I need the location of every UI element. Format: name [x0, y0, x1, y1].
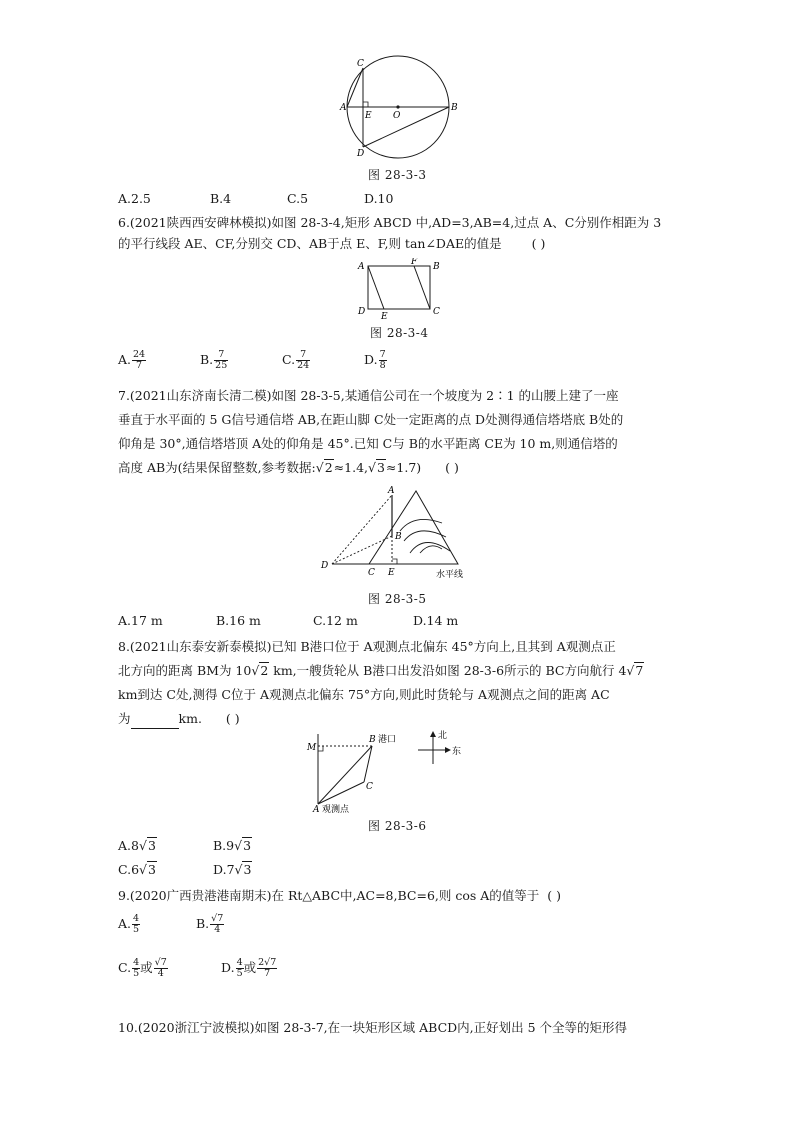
option-b: B. $\frac{√7}{4}$: [196, 913, 224, 935]
option-d: D. $\frac{7}{8}$: [364, 349, 386, 371]
label-d: D: [357, 149, 365, 159]
label-north: 北: [438, 731, 448, 741]
sight-line-db: [332, 536, 392, 564]
option-a: A.2.5: [118, 191, 151, 206]
question-6-text: 的平行线段 AE、CF,分别交 CD、AB于点 E、F,则 tan∠DAE的值是: [118, 236, 502, 251]
segment-cf: [414, 266, 430, 309]
question-7-line-4: 高度 AB为(结果保留整数,参考数据:√2≈1.4,√3≈1.7) ( ): [118, 460, 459, 475]
figure-28-3-3: [330, 52, 470, 166]
segment-bc: [364, 746, 372, 782]
contour-line-3: [410, 542, 450, 553]
answer-bracket: ( ): [531, 236, 546, 251]
label-e: E: [365, 111, 372, 121]
label-b: B: [451, 103, 458, 113]
option-c: C. $\frac{4}{5}$ 或 $\frac{√7}{4}$: [118, 957, 167, 979]
figure-28-3-4: [355, 258, 447, 322]
option-c: C.6√3: [118, 862, 156, 877]
question-8-line-1: 8.(2021山东泰安新泰模拟)已知 B港口位于 A观测点北偏东 45°方向上,且其到 A观测点正: [118, 639, 616, 654]
answer-blank: [131, 714, 179, 729]
answer-bracket: ( ): [225, 711, 240, 726]
figure-caption: 图 28-3-4: [370, 326, 429, 340]
option-b: B.9√3: [213, 838, 252, 853]
figure-28-3-5: [318, 485, 478, 580]
answer-bracket: ( ): [445, 460, 459, 475]
label-a: A: [388, 486, 395, 496]
right-angle-mark: [363, 102, 368, 107]
option-a: A.17 m: [118, 613, 163, 628]
label-d: D: [358, 307, 366, 317]
label-e: E: [381, 312, 388, 322]
center-dot: [396, 105, 399, 108]
rectangle-abcd: [368, 266, 430, 309]
question-6-line-2: [118, 234, 545, 254]
question-9-line-1: 9.(2020广西贵港港南期末)在 Rt△ABC中,AC=8,BC=6,则 cos A的值等于 ( ): [118, 888, 562, 903]
label-b: B: [433, 262, 440, 272]
figure-caption: 图 28-3-6: [368, 819, 427, 833]
figure-28-3-6: [300, 730, 500, 815]
label-horizontal: 水平线: [436, 570, 464, 580]
label-m: M: [307, 743, 317, 753]
question-7-line-2: 垂直于水平面的 5 G信号通信塔 AB,在距山脚 C处一定距离的点 D处测得通信塔塔底 B处的: [118, 412, 624, 427]
question-8-line-3: km到达 C处,测得 C位于 A观测点北偏东 75°方向,则此时货轮与 A观测点之间的距离 AC: [118, 687, 610, 702]
label-e: E: [388, 568, 395, 578]
east-arrow-icon: [445, 747, 451, 753]
label-a: A: [358, 262, 365, 272]
option-c: C.12 m: [313, 613, 358, 628]
option-d: D. $\frac{4}{5}$ 或 $\frac{2√7}{7}$: [221, 957, 277, 979]
question-10-line-1: 10.(2020浙江宁波模拟)如图 28-3-7,在一块矩形区域 ABCD内,正好划出 5 个全等的矩形得: [118, 1020, 628, 1035]
option-d: D.10: [364, 191, 394, 206]
option-c: C.5: [287, 191, 309, 206]
label-o: O: [393, 111, 401, 121]
segment-ac: [318, 782, 364, 804]
right-angle-mark: [392, 559, 397, 564]
label-a: A: [313, 805, 320, 815]
right-angle-mark: [318, 746, 323, 751]
mountain-triangle: [369, 491, 458, 564]
label-c: C: [366, 782, 373, 792]
option-b: B.4: [210, 191, 232, 206]
label-c: C: [357, 59, 364, 69]
question-6-line-1: 6.(2021陕西西安碑林模拟)如图 28-3-4,矩形 ABCD 中,AD=3,AB=4,过点 A、C分别作相距为 3: [118, 215, 662, 230]
option-a: A. $\frac{24}{7}$: [118, 349, 146, 371]
question-7-line-1: 7.(2021山东济南长清二模)如图 28-3-5,某通信公司在一个坡度为 2∶1 的山腰上建了一座: [118, 388, 619, 403]
option-c: C. $\frac{7}{24}$: [282, 349, 310, 371]
answer-bracket: ( ): [547, 888, 562, 903]
label-c: C: [368, 568, 375, 578]
segment-ab: [318, 746, 372, 804]
label-c: C: [433, 307, 440, 317]
sight-line-da: [332, 495, 392, 564]
north-arrow-icon: [430, 731, 436, 737]
question-7-line-3: 仰角是 30°,通信塔塔顶 A处的仰角是 45°.已知 C与 B的水平距离 CE为 10 m,则通信塔的: [118, 436, 618, 451]
question-8-line-4: 为 km. ( ): [118, 709, 240, 729]
figure-caption: 图 28-3-5: [368, 592, 427, 606]
label-f: F: [411, 258, 418, 267]
label-b: B: [369, 735, 376, 745]
label-b: B: [395, 532, 402, 542]
option-d: D.14 m: [413, 613, 459, 628]
label-east: 东: [452, 747, 462, 757]
figure-caption: 图 28-3-3: [368, 168, 427, 182]
contour-line-4: [420, 546, 442, 553]
option-a: A.8√3: [118, 838, 156, 853]
label-port: 港口: [378, 735, 397, 745]
segment-ac: [347, 68, 363, 107]
option-b: B.16 m: [216, 613, 261, 628]
question-8-line-2: 北方向的距离 BM为 10√2 km,一艘货轮从 B港口出发沿如图 28-3-6所示的 BC方向航行 4√7: [118, 663, 644, 678]
label-d: D: [321, 561, 329, 571]
option-d: D.7√3: [213, 862, 252, 877]
option-b: B. $\frac{7}{25}$: [200, 349, 228, 371]
label-a: A: [340, 103, 347, 113]
segment-ae: [368, 266, 384, 309]
option-a: A. $\frac{4}{5}$: [118, 913, 140, 935]
label-observation: 观测点: [322, 805, 350, 815]
